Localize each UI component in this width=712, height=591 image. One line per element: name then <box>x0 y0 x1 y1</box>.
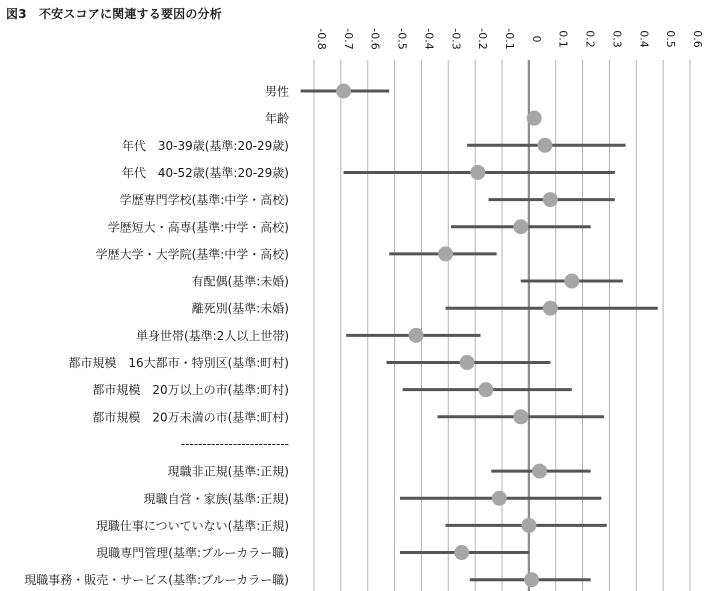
point-estimate <box>454 545 469 560</box>
group-separator: ------------------------- <box>180 436 289 451</box>
row-label: 年代 30-39歳(基準:20-29歳) <box>121 138 289 153</box>
row-label: 都市規模 16大都市・特別区(基準:町村) <box>68 356 289 370</box>
forest-row <box>92 409 604 424</box>
forest-row <box>192 274 623 289</box>
row-label: 都市規模 20万以上の市(基準:町村) <box>92 383 289 398</box>
x-tick-label: 0.6 <box>691 30 704 48</box>
row-label: 年齢 <box>264 111 289 126</box>
forest-row <box>92 382 572 397</box>
forest-row <box>136 328 481 343</box>
forest-row <box>96 246 497 261</box>
point-estimate <box>513 409 528 424</box>
x-tick-label: 0.1 <box>556 30 570 48</box>
row-label: 現職非正規(基準:正規) <box>167 464 289 479</box>
point-estimate <box>532 464 547 479</box>
forest-row <box>168 464 591 479</box>
row-label: 現職仕事についていない(基準:正規) <box>95 518 289 533</box>
row-label: 年代 40-52歳(基準:20-29歳) <box>121 165 289 180</box>
point-estimate <box>460 355 475 370</box>
forest-row <box>96 518 607 533</box>
x-tick-label: 0.5 <box>664 30 678 48</box>
forest-row <box>122 138 626 153</box>
point-estimate <box>537 138 552 153</box>
row-label: 学歴短大・高専(基準:中学・高校) <box>107 220 289 235</box>
point-estimate <box>336 84 351 99</box>
x-tick-labels <box>315 28 704 49</box>
row-label: 現職事務・販売・サービス(基準:ブルーカラー職) <box>24 573 289 588</box>
forest-row <box>265 84 389 99</box>
point-estimate <box>478 382 493 397</box>
row-label: 都市規模 20万未満の市(基準:町村) <box>92 410 289 425</box>
x-tick-label: -0.7 <box>341 28 355 50</box>
x-tick-label: -0.4 <box>422 28 436 50</box>
point-estimate <box>513 219 528 234</box>
x-tick-label: -0.8 <box>315 28 328 50</box>
point-estimate <box>470 165 485 180</box>
point-estimate <box>521 518 536 533</box>
point-estimate <box>543 192 558 207</box>
forest-row <box>192 301 658 316</box>
row-label: 学歴専門学校(基準:中学・高校) <box>119 193 289 208</box>
forest-row <box>96 545 529 560</box>
point-estimate <box>527 111 542 126</box>
forest-row <box>120 192 615 207</box>
forest-row <box>108 219 591 234</box>
row-label: 単身世帯(基準:2人以上世帯) <box>135 328 289 343</box>
gridlines <box>314 60 690 591</box>
forest-row <box>265 111 542 126</box>
point-estimate <box>543 301 558 316</box>
point-estimate <box>492 491 507 506</box>
x-tick-label: 0.4 <box>637 30 651 48</box>
x-tick-label: 0.2 <box>583 30 597 48</box>
row-label: 学歴大学・大学院(基準:中学・高校) <box>95 247 289 262</box>
x-tick-label: -0.3 <box>449 28 463 50</box>
forest-row <box>24 572 590 587</box>
row-label: 離死別(基準:未婚) <box>191 301 289 316</box>
x-tick-label: 0.3 <box>610 30 624 48</box>
row-label: 男性 <box>264 84 289 99</box>
forest-row <box>144 491 602 506</box>
row-label: 現職自営・家族(基準:正規) <box>143 491 289 506</box>
x-tick-label: -0.6 <box>368 28 382 50</box>
chart-title: 図3 不安スコアに関連する要因の分析 <box>6 7 222 21</box>
forest-row <box>122 165 615 180</box>
x-tick-label: -0.1 <box>503 28 516 50</box>
row-label: 現職専門管理(基準:ブルーカラー職) <box>96 546 289 561</box>
point-estimate <box>409 328 424 343</box>
x-tick-label: -0.5 <box>395 28 409 50</box>
forest-row <box>68 355 550 370</box>
point-estimate <box>524 572 539 587</box>
point-estimate <box>438 246 453 261</box>
x-tick-label: -0.2 <box>476 28 490 50</box>
row-label: 有配偶(基準:未婚) <box>191 274 289 289</box>
point-estimate <box>564 274 579 289</box>
x-tick-label: 0 <box>529 35 543 43</box>
